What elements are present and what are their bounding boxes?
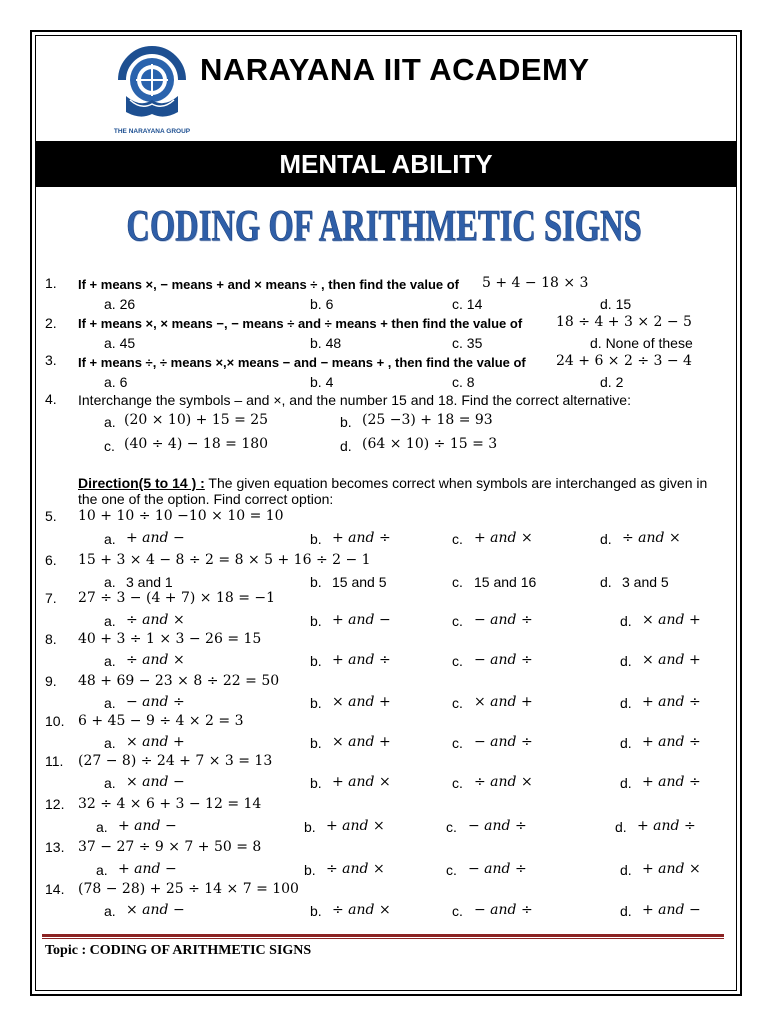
q11-option-d: + and ÷ — [642, 774, 701, 790]
q9-number: 9. — [45, 673, 57, 689]
q7-option-d: × and + — [642, 612, 701, 628]
footer-topic: Topic : CODING OF ARITHMETIC SIGNS — [45, 943, 312, 958]
q6-option-b-label: b. — [310, 574, 322, 590]
q13-option-d: + and × — [642, 861, 701, 877]
q7-option-a: ÷ and × — [126, 612, 185, 628]
q7-option-d-label: d. — [620, 613, 632, 629]
footer-rule-thin — [42, 938, 724, 939]
q8-option-d: × and + — [642, 652, 701, 668]
q9-option-d-label: d. — [620, 695, 632, 711]
q4-number: 4. — [45, 391, 57, 407]
q13-option-c-label: c. — [446, 862, 457, 878]
q8-option-a: ÷ and × — [126, 652, 185, 668]
q4-option-d-label: d. — [340, 438, 352, 454]
direction-text: Direction(5 to 14 ) : The given equation becomes correct when symbols are interchanged as given in — [78, 475, 708, 491]
direction-text-line2: the one of the option. Find correct option: — [78, 491, 334, 507]
q5-option-a-label: a. — [104, 531, 116, 547]
q10-number: 10. — [45, 713, 65, 729]
q5-option-d-label: d. — [600, 531, 612, 547]
q14-option-a-label: a. — [104, 903, 116, 919]
q7-number: 7. — [45, 590, 57, 606]
q7-option-a-label: a. — [104, 613, 116, 629]
q12-option-c-label: c. — [446, 819, 457, 835]
q3-expression: 24 + 6 × 2 ÷ 3 − 4 — [556, 353, 692, 369]
q6-option-a-label: a. — [104, 574, 116, 590]
q5-option-d: ÷ and × — [622, 530, 681, 546]
q1-option-d: d. 15 — [600, 296, 632, 312]
q6-option-d-label: d. — [600, 574, 612, 590]
q12-option-c: − and ÷ — [468, 818, 527, 834]
q8-option-a-label: a. — [104, 653, 116, 669]
q8-option-d-label: d. — [620, 653, 632, 669]
q11-equation: (27 − 8) ÷ 24 + 7 × 3 = 13 — [78, 753, 273, 769]
q11-option-d-label: d. — [620, 775, 632, 791]
q6-option-a: 3 and 1 — [126, 574, 173, 590]
q13-option-a-label: a. — [96, 862, 108, 878]
q10-option-c-label: c. — [452, 735, 463, 751]
q3-option-c: c. 8 — [452, 374, 475, 390]
q4-option-b-label: b. — [340, 414, 352, 430]
q9-option-c: × and + — [474, 694, 533, 710]
q3-number: 3. — [45, 352, 57, 368]
q7-option-c-label: c. — [452, 613, 463, 629]
q13-option-b-label: b. — [304, 862, 316, 878]
q5-option-b-label: b. — [310, 531, 322, 547]
topic-title: CODING OF ARITHMETIC SIGNS — [126, 201, 642, 250]
q10-equation: 6 + 45 − 9 ÷ 4 × 2 = 3 — [78, 713, 244, 729]
q11-option-b-label: b. — [310, 775, 322, 791]
q8-option-b: + and ÷ — [332, 652, 391, 668]
q2-option-d: d. None of these — [590, 335, 693, 351]
q11-option-c: ÷ and × — [474, 774, 533, 790]
q4-option-a: (20 × 10) + 15 = 25 — [124, 412, 269, 428]
svg-text:THE NARAYANA GROUP: THE NARAYANA GROUP — [113, 128, 191, 135]
q14-option-c-label: c. — [452, 903, 463, 919]
q9-equation: 48 + 69 − 23 × 8 ÷ 22 = 50 — [78, 673, 280, 689]
q6-equation: 15 + 3 × 4 − 8 ÷ 2 = 8 × 5 + 16 ÷ 2 − 1 — [78, 552, 371, 568]
q9-option-a-label: a. — [104, 695, 116, 711]
q11-option-b: + and × — [332, 774, 391, 790]
q7-option-b-label: b. — [310, 613, 322, 629]
q4-stem: Interchange the symbols – and ×, and the number 15 and 18. Find the correct alternative: — [78, 392, 631, 408]
q8-equation: 40 + 3 ÷ 1 × 3 − 26 = 15 — [78, 631, 262, 647]
q12-number: 12. — [45, 796, 65, 812]
q10-option-b: × and + — [332, 734, 391, 750]
q14-option-d-label: d. — [620, 903, 632, 919]
q5-equation: 10 + 10 ÷ 10 −10 × 10 = 10 — [78, 508, 284, 524]
q5-option-b: + and ÷ — [332, 530, 391, 546]
q10-option-a-label: a. — [104, 735, 116, 751]
academy-name: NARAYANA IIT ACADEMY — [200, 52, 590, 87]
q13-option-b: ÷ and × — [326, 861, 385, 877]
q14-option-c: − and ÷ — [474, 902, 533, 918]
q8-option-c: − and ÷ — [474, 652, 533, 668]
q3-option-a: a. 6 — [104, 374, 128, 390]
q11-option-a-label: a. — [104, 775, 116, 791]
q12-equation: 32 ÷ 4 × 6 + 3 − 12 = 14 — [78, 796, 262, 812]
direction-heading: Direction(5 to 14 ) : — [78, 475, 205, 491]
q12-option-a: + and − — [118, 818, 177, 834]
q7-option-c: − and ÷ — [474, 612, 533, 628]
q12-option-d-label: d. — [615, 819, 627, 835]
q14-number: 14. — [45, 881, 65, 897]
q12-option-a-label: a. — [96, 819, 108, 835]
q1-stem: If + means ×, − means + and × means ÷ , then find the value of — [78, 277, 460, 292]
q13-equation: 37 − 27 ÷ 9 × 7 + 50 = 8 — [78, 839, 262, 855]
q9-option-b-label: b. — [310, 695, 322, 711]
q10-option-b-label: b. — [310, 735, 322, 751]
q4-option-a-label: a. — [104, 414, 116, 430]
q5-number: 5. — [45, 508, 57, 524]
q5-option-c: + and × — [474, 530, 533, 546]
q11-option-c-label: c. — [452, 775, 463, 791]
q12-option-d: + and ÷ — [637, 818, 696, 834]
q4-option-c-label: c. — [104, 438, 115, 454]
q11-option-a: × and − — [126, 774, 185, 790]
q6-option-c-label: c. — [452, 574, 463, 590]
q14-option-b-label: b. — [310, 903, 322, 919]
q8-number: 8. — [45, 631, 57, 647]
q1-expression: 5 + 4 − 18 × 3 — [482, 275, 589, 291]
q12-option-b: + and × — [326, 818, 385, 834]
q5-option-c-label: c. — [452, 531, 463, 547]
q2-option-c: c. 35 — [452, 335, 483, 351]
q10-option-a: × and + — [126, 734, 185, 750]
q1-option-c: c. 14 — [452, 296, 483, 312]
q13-option-c: − and ÷ — [468, 861, 527, 877]
q9-option-c-label: c. — [452, 695, 463, 711]
narayana-logo — [112, 40, 192, 136]
q13-number: 13. — [45, 839, 65, 855]
q9-option-b: × and + — [332, 694, 391, 710]
q4-option-d: (64 × 10) ÷ 15 = 3 — [362, 436, 498, 452]
q2-number: 2. — [45, 315, 57, 331]
q13-option-a: + and − — [118, 861, 177, 877]
q5-option-a: + and − — [126, 530, 185, 546]
q14-option-d: + and − — [642, 902, 701, 918]
subject-banner: MENTAL ABILITY — [36, 141, 736, 187]
q2-option-a: a. 45 — [104, 335, 136, 351]
footer-rule — [42, 934, 724, 937]
q7-option-b: + and − — [332, 612, 391, 628]
q1-number: 1. — [45, 275, 57, 291]
q8-option-c-label: c. — [452, 653, 463, 669]
q9-option-d: + and ÷ — [642, 694, 701, 710]
q4-option-b: (25 −3) + 18 = 93 — [362, 412, 493, 428]
q14-option-b: ÷ and × — [332, 902, 391, 918]
q14-option-a: × and − — [126, 902, 185, 918]
q2-expression: 18 ÷ 4 + 3 × 2 − 5 — [556, 314, 692, 330]
q6-option-c: 15 and 16 — [474, 574, 537, 590]
q6-option-d: 3 and 5 — [622, 574, 669, 590]
q9-option-a: − and ÷ — [126, 694, 185, 710]
q3-option-d: d. 2 — [600, 374, 624, 390]
q10-option-c: − and ÷ — [474, 734, 533, 750]
q12-option-b-label: b. — [304, 819, 316, 835]
q7-equation: 27 ÷ 3 − (4 + 7) × 18 = −1 — [78, 590, 276, 606]
q2-stem: If + means ×, × means −, − means ÷ and ÷ means + then find the value of — [78, 316, 523, 331]
q6-option-b: 15 and 5 — [332, 574, 387, 590]
q10-option-d: + and ÷ — [642, 734, 701, 750]
q4-option-c: (40 ÷ 4) − 18 = 180 — [124, 436, 269, 452]
q1-option-b: b. 6 — [310, 296, 334, 312]
q13-option-d-label: d. — [620, 862, 632, 878]
q1-option-a: a. 26 — [104, 296, 136, 312]
q8-option-b-label: b. — [310, 653, 322, 669]
q3-stem: If + means ÷, ÷ means ×,× means − and − means + , then find the value of — [78, 355, 526, 370]
q2-option-b: b. 48 — [310, 335, 342, 351]
q14-equation: (78 − 28) + 25 ÷ 14 × 7 = 100 — [78, 881, 299, 897]
q10-option-d-label: d. — [620, 735, 632, 751]
q6-number: 6. — [45, 552, 57, 568]
q3-option-b: b. 4 — [310, 374, 334, 390]
q11-number: 11. — [45, 753, 64, 769]
